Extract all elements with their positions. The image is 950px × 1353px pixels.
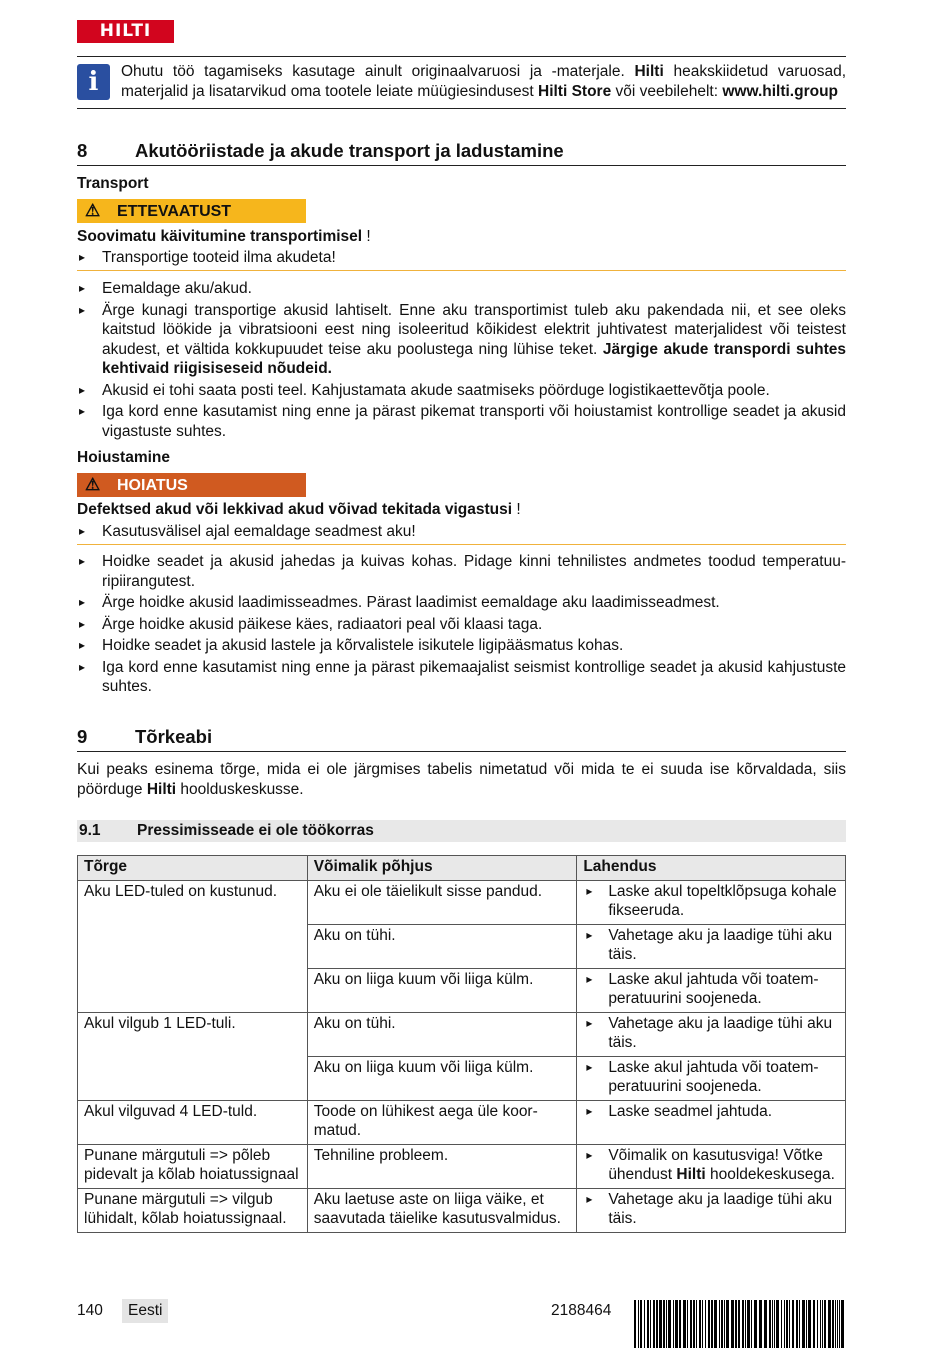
list-item [77, 615, 846, 635]
table-header-row [78, 856, 846, 881]
text-run: Laske akul jahtuda või toatemperatuurini soojeneda. [608, 1059, 819, 1095]
list-item [77, 381, 846, 401]
cause-cell: Aku on liiga kuum või liiga külm. [307, 969, 577, 1013]
cause-cell: Aku ei ole täielikult sisse pandud. [307, 881, 577, 925]
hazard-title: Defektsed akud või lekkivad akud võivad tekitada vigastusi [77, 501, 513, 518]
warning-label-text: HOIATUS [117, 477, 188, 494]
text-run: heakskiidetud varuosad, materjalid ja lisatarvikud oma tootele leiate müügiesindusest [121, 63, 846, 100]
section-number: 9 [77, 726, 88, 747]
cause-cell: Toode on lühikest aega üle koormatud. [307, 1101, 577, 1145]
text-run: Ärge hoidke akusid laadimisseadmes. Pärast laadimist eemaldage aku laadimisseadmest. [102, 594, 720, 611]
document-code: 2188464 [551, 1302, 612, 1319]
hazard-suffix: ! [512, 501, 521, 518]
language-tag: Eesti [122, 1299, 168, 1323]
info-icon: i [77, 64, 110, 100]
info-text [121, 62, 846, 101]
subsection-title: Pressimisseade ei ole töökorras [137, 822, 374, 839]
text-run: Ärge kunagi transportige akusid lahtiselt. Enne aku transportimist tuleb aku pakendada nii, et see oleks kaitstud löökide ja vibratsiooni eest ning isoleeritud kõikidest elektrit juhtivatest materjalidest või teistest akudest, et vältida kokkupuudet teise aku poolustega ning lühise teket. [102, 301, 846, 358]
top-rule [77, 56, 846, 57]
bold-text: www.hilti.group [722, 82, 839, 100]
list-item [77, 301, 846, 379]
warning-end-rule [77, 544, 846, 545]
cause-cell: Aku laetuse aste on liiga väike, et saavutada täielike kasutusvalmidus. [307, 1189, 577, 1233]
info-bottom-rule [77, 108, 846, 109]
hazard-suffix: ! [362, 228, 371, 245]
barcode [634, 1300, 846, 1348]
list-item [77, 552, 846, 591]
fault-cell: Akul vilgub 1 LED-tuli. [78, 1013, 308, 1101]
table-row [78, 1189, 846, 1233]
column-header-cause: Võimalik põhjus [307, 856, 577, 881]
text-run: või veebilehelt: [611, 82, 723, 100]
list-item: ▸ Transportige tooteid ilma akudeta! [77, 248, 846, 268]
text-run: Vahetage aku ja laadige tühi aku täis. [608, 1191, 833, 1227]
text-run: Võimalik on kasutusviga! Võtke ühendust [608, 1147, 823, 1183]
text-run: Hoidke seadet ja akusid jahedas ja kuivas kohas. Pidage kinni tehnilistes andmetes toodud temperatuuripiirangutest. [102, 553, 846, 590]
troubleshooting-intro [77, 760, 846, 799]
storage-hazard [77, 500, 521, 520]
bold-text: Hilti [634, 63, 664, 80]
section-9-heading [77, 726, 846, 752]
bold-text: Järgige akude transpordi suhtes kehtivaid riigisiseseid nõudeid. [102, 340, 846, 377]
text-run: Akusid ei tohi saata posti teel. Kahjustamata akude saatmiseks pöörduge logistikaettevõtja poole. [102, 381, 770, 399]
fault-cell: Punane märgutuli => vilgub lühidalt, kõlab hoiatussignaal. [78, 1189, 308, 1233]
list-item [77, 402, 846, 441]
warning-label [77, 473, 306, 497]
section-8-heading [77, 140, 846, 166]
solution-cell [577, 1101, 846, 1145]
text-run: Ärge hoidke akusid päikese käes, radiaatori peal või klaasi taga. [102, 615, 543, 633]
list-item [77, 593, 846, 613]
storage-heading: Hoiustamine [77, 449, 171, 466]
caution-label-text: ETTEVAATUST [117, 203, 232, 220]
solution-cell [577, 881, 846, 925]
table-row [78, 881, 846, 925]
fault-cell: Aku LED-tuled on kustunud. [78, 881, 308, 1013]
bold-text: Hilti Store [538, 82, 612, 100]
hilti-logo: HILTI [77, 20, 174, 43]
text-run: Ohutu töö tagamiseks kasutage ainult originaalvaruosi ja -materjale. [121, 63, 635, 80]
bold-text: Hilti [676, 1166, 706, 1183]
section-title: Akutööriistade ja akude transport ja ladustamine [135, 140, 564, 161]
list-item: ▸ Kasutusvälisel ajal eemaldage seadmest aku! [77, 522, 846, 542]
text-run: Eemaldage aku/akud. [102, 280, 252, 297]
text-run: hooldekeskusega. [705, 1166, 835, 1183]
section-number: 8 [77, 140, 88, 161]
cause-cell: Tehniline probleem. [307, 1145, 577, 1189]
warning-triangle-icon: ⚠ [85, 475, 101, 494]
subsection-number: 9.1 [79, 822, 101, 839]
fault-cell: Akul vilguvad 4 LED-tuld. [78, 1101, 308, 1145]
solution-cell [577, 1013, 846, 1057]
transport-hazard [77, 227, 371, 247]
text-run: hoolduskeskusse. [176, 780, 304, 798]
solution-cell [577, 1057, 846, 1101]
caution-end-rule [77, 270, 846, 271]
warning-triangle-icon: ⚠ [85, 201, 101, 220]
text-run: Hoidke seadet ja akusid lastele ja kõrvalistele isikutele ligipääsmatus kohas. [102, 637, 624, 654]
text-run: Laske akul topeltklõpsuga kohale fikseeruda. [608, 883, 837, 919]
cause-cell: Aku on liiga kuum või liiga külm. [307, 1057, 577, 1101]
caution-label [77, 199, 306, 223]
text-run: Iga kord enne kasutamist ning enne ja pärast pikemat transporti või hoiustamist kontrollige seadet ja akusid vigastuste suhtes. [102, 403, 846, 440]
info-box [77, 62, 846, 101]
text-run: Kui peaks esinema tõrge, mida ei ole järgmises tabelis nimetatud või mida te ei suuda ise kõrvaldada, siis pöörduge [77, 761, 846, 798]
storage-list [77, 552, 846, 699]
cause-cell: Aku on tühi. [307, 925, 577, 969]
text-run: Vahetage aku ja laadige tühi aku täis. [608, 1015, 833, 1051]
solution-cell [577, 1189, 846, 1233]
text-run: Vahetage aku ja laadige tühi aku täis. [608, 927, 833, 963]
table-row [78, 1145, 846, 1189]
fault-cell: Punane märgutuli => põleb pidevalt ja kõlab hoiatussignaal [78, 1145, 308, 1189]
solution-cell [577, 1145, 846, 1189]
list-item [77, 636, 846, 656]
transport-warning-list [77, 248, 846, 270]
transport-list [77, 279, 846, 443]
transport-heading: Transport [77, 175, 149, 192]
list-item [77, 658, 846, 697]
hazard-title: Soovimatu käivitumine transportimisel [77, 228, 363, 245]
solution-cell [577, 925, 846, 969]
troubleshooting-table [77, 855, 846, 1233]
list-item [77, 279, 846, 299]
column-header-solution: Lahendus [577, 856, 846, 881]
solution-cell [577, 969, 846, 1013]
text-run: Laske seadmel jahtuda. [608, 1103, 773, 1120]
column-header-fault: Tõrge [78, 856, 308, 881]
text-run: Laske akul jahtuda või toatemperatuurini soojeneda. [608, 971, 819, 1007]
table-row [78, 1013, 846, 1057]
storage-warning-list [77, 522, 846, 544]
text-run: Iga kord enne kasutamist ning enne ja pärast pikemaajalist seismist kontrollige seadet ja akusid kahjustuste suhtes. [102, 658, 846, 695]
subsection-9-1-heading [77, 820, 846, 842]
table-row [78, 1101, 846, 1145]
bold-text: Hilti [146, 780, 177, 798]
section-title: Tõrkeabi [135, 726, 213, 747]
cause-cell: Aku on tühi. [307, 1013, 577, 1057]
page-number: 140 [77, 1302, 103, 1319]
